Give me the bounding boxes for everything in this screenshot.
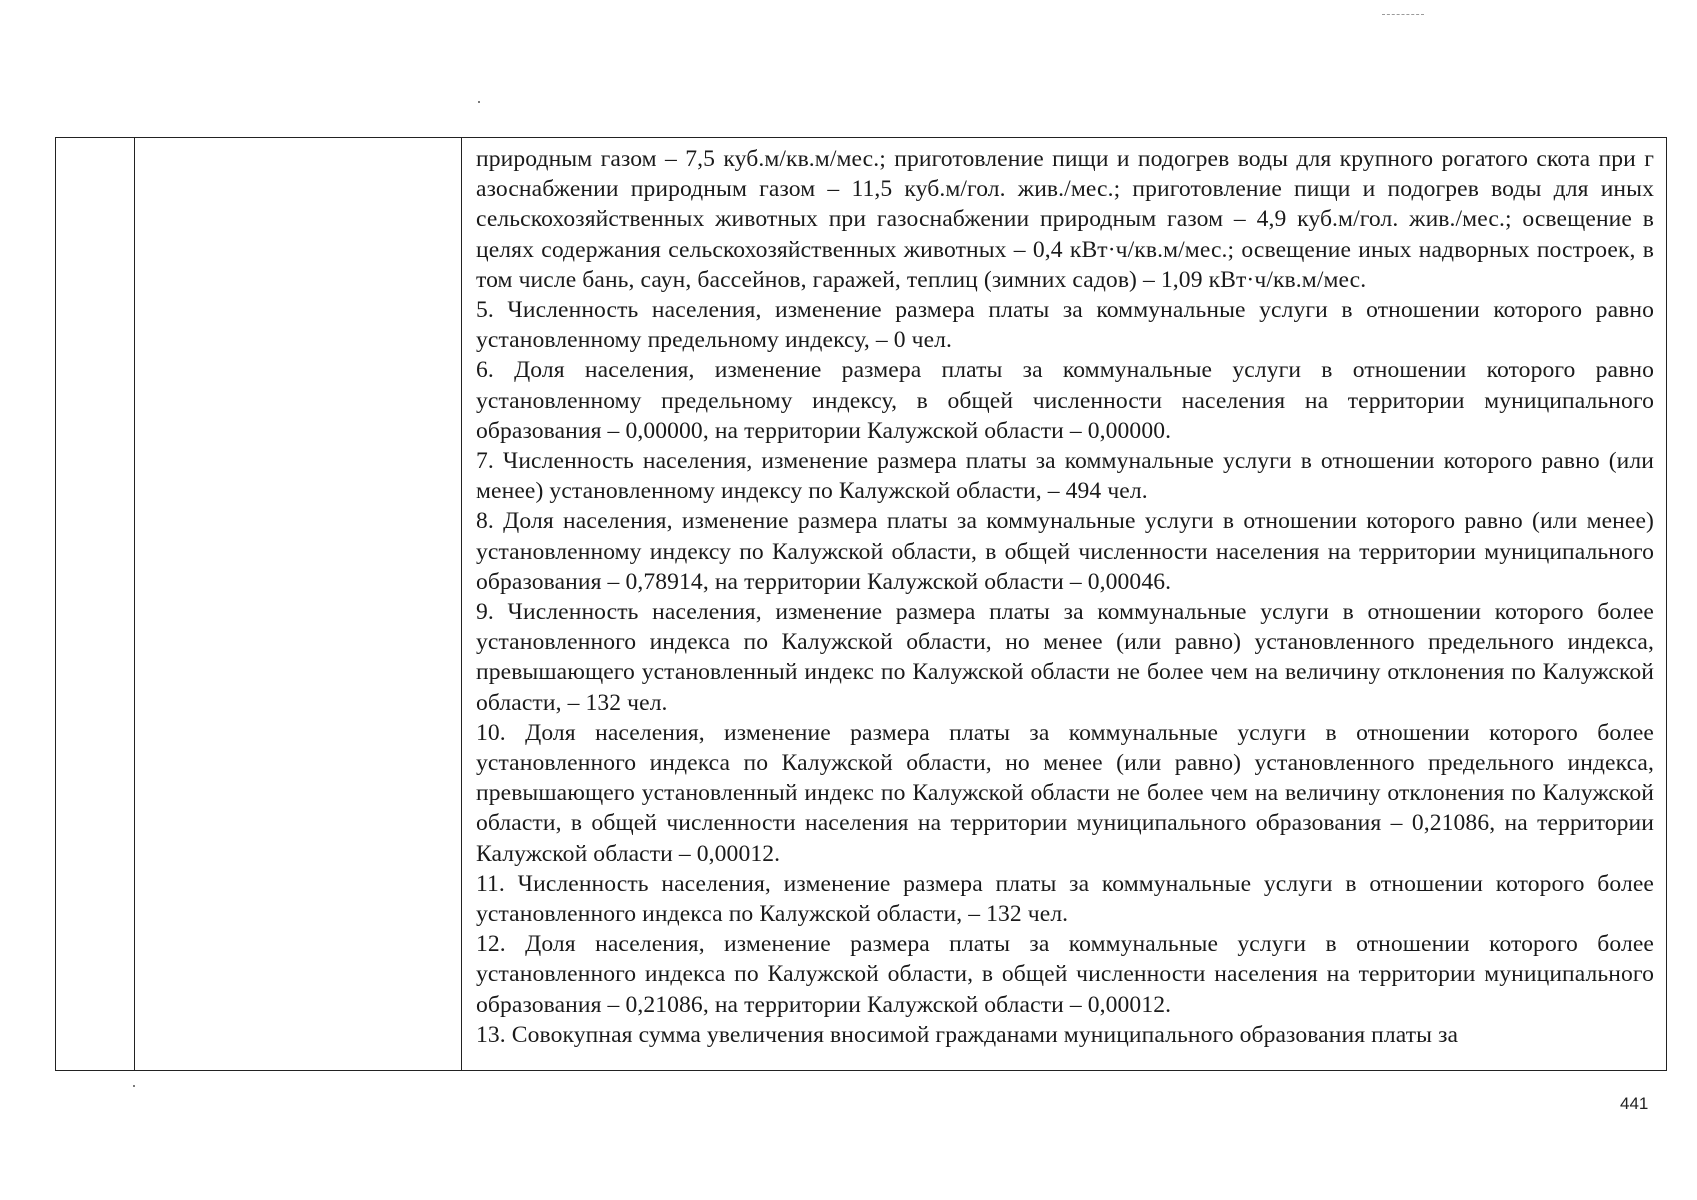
paragraph-item-11: 11. Численность населения, изменение размера платы за коммунальные услуги в отношении которого более установленного индекса по Калужской области, – 132 чел. <box>476 870 1654 928</box>
table-column-divider <box>461 138 462 1070</box>
document-table <box>55 137 1667 1071</box>
paragraph-item-9: 9. Численность населения, изменение размера платы за коммунальные услуги в отношении которого более установленного индекса по Калужской области, но менее (или равно) установленного предельного индекса, превышающего установленный индекс по Калужской области не более чем на величину отклонения по Калужской области, – 132 чел. <box>476 599 1654 716</box>
scan-artifact-dot <box>133 1085 135 1087</box>
table-text-cell <box>476 144 1654 1070</box>
paragraph-item-8: 8. Доля населения, изменение размера платы за коммунальные услуги в отношении которого равно (или менее) установленному индексу по Калужской области, в общей численности населения на территории муниципального образования – 0,78914, на территории Калужской области – 0,00046. <box>476 508 1654 595</box>
paragraph-item-5: 5. Численность населения, изменение размера платы за коммунальные услуги в отношении которого равно установленному предельному индексу, – 0 чел. <box>476 297 1654 354</box>
paragraph-item-7: 7. Численность населения, изменение размера платы за коммунальные услуги в отношении которого равно (или менее) установленному индексу по Калужской области, – 494 чел. <box>476 448 1654 505</box>
paragraph-item-10: 10. Доля населения, изменение размера платы за коммунальные услуги в отношении которого более установленного индекса по Калужской области, но менее (или равно) установленного предельного индекса, превышающего установленный индекс по Калужской области не более чем на величину отклонения по Калужской области, в общей численности населения на территории муниципального образования – 0,21086, на территории Калужской области – 0,00012. <box>476 719 1654 867</box>
paragraph-item-13: 13. Совокупная сумма увеличения вносимой гражданами муниципального образования платы за <box>476 1021 1459 1048</box>
page-number: 441 <box>1620 1094 1649 1113</box>
paragraph-item-12: 12. Доля населения, изменение размера платы за коммунальные услуги в отношении которого более установленного индекса по Калужской области, в общей численности населения на территории муниципального образования – 0,21086, на территории Калужской области – 0,00012. <box>476 931 1654 1018</box>
paragraph-item-6: 6. Доля населения, изменение размера платы за коммунальные услуги в отношении которого равно установленному предельному индексу, в общей численности населения на территории муниципального образования – 0,00000, на территории Калужской области – 0,00000. <box>476 357 1654 444</box>
paragraph-continuation: природным газом – 7,5 куб.м/кв.м/мес.; приготовление пищи и подогрев воды для крупного рогатого скота при г азоснабжении природным газом – 11,5 куб.м/гол. жив./мес.; приготовление пищи и подогрев воды для иных сельскохозяйственных животных при газоснабжении природным газом – 4,9 куб.м/гол. жив./мес.; освещение в целях содержания сельскохозяйственных животных – 0,4 кВт·ч/кв.м/мес.; освещение иных надворных построек, в том числе бань, саун, бассейнов, гаражей, теплиц (зимних садов) – 1,09 кВт·ч/кв.м/мес. <box>476 146 1654 293</box>
table-column-divider <box>134 138 135 1070</box>
scan-artifact-mark <box>1382 14 1424 15</box>
scan-artifact-dot <box>478 101 480 103</box>
